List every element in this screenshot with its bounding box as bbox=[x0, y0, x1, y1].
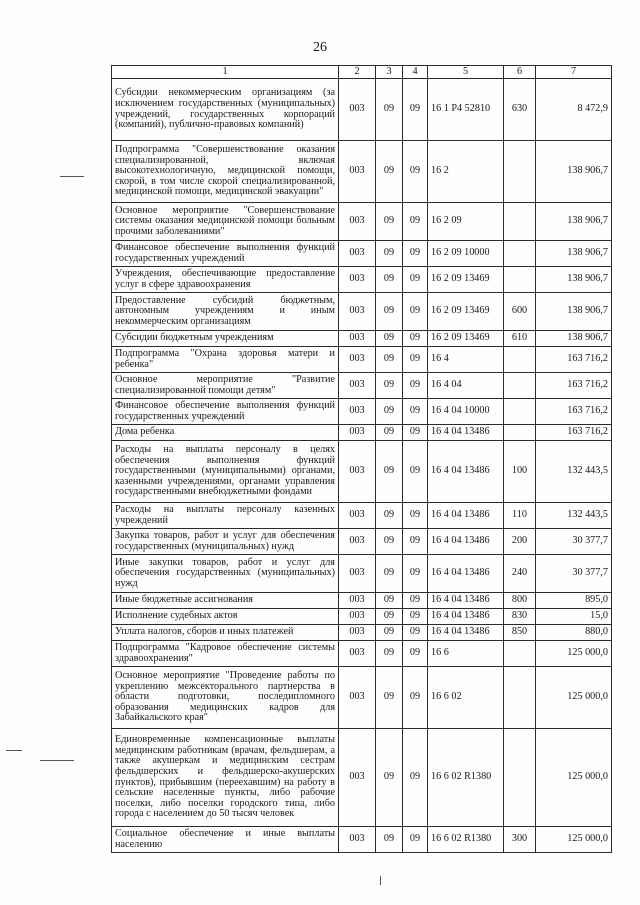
table-row bbox=[112, 593, 612, 609]
row-expense-type-code: 100 bbox=[504, 441, 536, 503]
row-amount: 895,0 bbox=[536, 593, 612, 609]
row-amount: 30 377,7 bbox=[536, 555, 612, 593]
row-ministry-code: 003 bbox=[339, 609, 376, 625]
row-amount: 125 000,0 bbox=[536, 641, 612, 667]
row-subsection-code: 09 bbox=[403, 79, 428, 141]
column-header: 2 bbox=[339, 66, 376, 79]
row-target-code: 16 2 09 10000 bbox=[428, 241, 504, 267]
row-ministry-code: 003 bbox=[339, 241, 376, 267]
row-target-code: 16 1 Р4 52810 bbox=[428, 79, 504, 141]
row-subsection-code: 09 bbox=[403, 625, 428, 641]
row-ministry-code: 003 bbox=[339, 79, 376, 141]
row-section-code: 09 bbox=[376, 399, 403, 425]
row-expense-type-code bbox=[504, 641, 536, 667]
row-section-code: 09 bbox=[376, 293, 403, 331]
row-ministry-code: 003 bbox=[339, 827, 376, 853]
table-row bbox=[112, 441, 612, 503]
row-amount: 125 000,0 bbox=[536, 729, 612, 827]
row-ministry-code: 003 bbox=[339, 373, 376, 399]
table-row bbox=[112, 425, 612, 441]
row-subsection-code: 09 bbox=[403, 203, 428, 241]
row-amount: 8 472,9 bbox=[536, 79, 612, 141]
table-row bbox=[112, 827, 612, 853]
row-target-code: 16 2 bbox=[428, 141, 504, 203]
row-section-code: 09 bbox=[376, 729, 403, 827]
row-subsection-code: 09 bbox=[403, 667, 428, 729]
row-section-code: 09 bbox=[376, 593, 403, 609]
row-target-code: 16 2 09 13469 bbox=[428, 331, 504, 347]
row-ministry-code: 003 bbox=[339, 555, 376, 593]
row-description: Субсидии некоммерческим организациям (за исключением государственных (муниципальных) учреждений, государственных корпораций (компаний), публично-правовых компаний) bbox=[112, 79, 339, 141]
row-description: Предоставление субсидий бюджетным, автономным учреждениям и иным некоммерческим организациям bbox=[112, 293, 339, 331]
row-amount: 132 443,5 bbox=[536, 441, 612, 503]
table-row bbox=[112, 641, 612, 667]
row-amount: 125 000,0 bbox=[536, 667, 612, 729]
row-subsection-code: 09 bbox=[403, 529, 428, 555]
row-expense-type-code: 200 bbox=[504, 529, 536, 555]
row-description: Исполнение судебных актов bbox=[112, 609, 339, 625]
row-section-code: 09 bbox=[376, 641, 403, 667]
row-expense-type-code: 300 bbox=[504, 827, 536, 853]
row-description: Дома ребенка bbox=[112, 425, 339, 441]
row-section-code: 09 bbox=[376, 425, 403, 441]
row-description: Учреждения, обеспечивающие предоставление услуг в сфере здравоохранения bbox=[112, 267, 339, 293]
row-ministry-code: 003 bbox=[339, 593, 376, 609]
row-amount: 163 716,2 bbox=[536, 347, 612, 373]
row-target-code: 16 6 02 R1380 bbox=[428, 729, 504, 827]
row-subsection-code: 09 bbox=[403, 441, 428, 503]
row-ministry-code: 003 bbox=[339, 267, 376, 293]
row-description: Закупка товаров, работ и услуг для обеспечения государственных (муниципальных) нужд bbox=[112, 529, 339, 555]
row-expense-type-code: 830 bbox=[504, 609, 536, 625]
row-section-code: 09 bbox=[376, 203, 403, 241]
row-expense-type-code bbox=[504, 729, 536, 827]
row-section-code: 09 bbox=[376, 529, 403, 555]
row-description: Подпрограмма "Совершенствование оказания специализированной, включая высокотехнологичную, медицинской помощи, скорой, в том числе скорой специализированной, медицинской помощи, медицинской эвакуации" bbox=[112, 141, 339, 203]
row-target-code: 16 4 04 13486 bbox=[428, 425, 504, 441]
row-section-code: 09 bbox=[376, 267, 403, 293]
row-expense-type-code bbox=[504, 241, 536, 267]
row-expense-type-code: 850 bbox=[504, 625, 536, 641]
row-subsection-code: 09 bbox=[403, 503, 428, 529]
row-amount: 30 377,7 bbox=[536, 529, 612, 555]
table-row bbox=[112, 203, 612, 241]
table-row bbox=[112, 347, 612, 373]
table-row bbox=[112, 293, 612, 331]
row-amount: 138 906,7 bbox=[536, 241, 612, 267]
row-amount: 163 716,2 bbox=[536, 373, 612, 399]
row-description: Социальное обеспечение и иные выплаты населению bbox=[112, 827, 339, 853]
row-subsection-code: 09 bbox=[403, 555, 428, 593]
row-amount: 138 906,7 bbox=[536, 267, 612, 293]
row-amount: 138 906,7 bbox=[536, 293, 612, 331]
table-row bbox=[112, 331, 612, 347]
row-description: Основное мероприятие "Развитие специализированной помощи детям" bbox=[112, 373, 339, 399]
row-amount: 163 716,2 bbox=[536, 399, 612, 425]
row-amount: 138 906,7 bbox=[536, 141, 612, 203]
row-description: Уплата налогов, сборов и иных платежей bbox=[112, 625, 339, 641]
column-header: 7 bbox=[536, 66, 612, 79]
table-row bbox=[112, 555, 612, 593]
row-ministry-code: 003 bbox=[339, 331, 376, 347]
row-target-code: 16 6 bbox=[428, 641, 504, 667]
row-description: Расходы на выплаты персоналу в целях обеспечения выполнения функций государственными (муниципальными) органами, казенными учреждениями, органами управления государственными внебюджетными фондами bbox=[112, 441, 339, 503]
table-row bbox=[112, 529, 612, 555]
row-ministry-code: 003 bbox=[339, 141, 376, 203]
row-section-code: 09 bbox=[376, 141, 403, 203]
row-subsection-code: 09 bbox=[403, 293, 428, 331]
row-expense-type-code bbox=[504, 667, 536, 729]
row-description: Финансовое обеспечение выполнения функций государственных учреждений bbox=[112, 399, 339, 425]
column-header: 6 bbox=[504, 66, 536, 79]
budget-table bbox=[111, 65, 612, 853]
row-ministry-code: 003 bbox=[339, 347, 376, 373]
table-row bbox=[112, 667, 612, 729]
row-target-code: 16 4 04 13486 bbox=[428, 441, 504, 503]
row-target-code: 16 4 04 bbox=[428, 373, 504, 399]
row-amount: 15,0 bbox=[536, 609, 612, 625]
row-target-code: 16 4 04 13486 bbox=[428, 529, 504, 555]
row-target-code: 16 2 09 13469 bbox=[428, 293, 504, 331]
row-amount: 138 906,7 bbox=[536, 203, 612, 241]
scan-mark bbox=[380, 876, 381, 885]
row-description: Подпрограмма "Охрана здоровья матери и ребенка" bbox=[112, 347, 339, 373]
row-ministry-code: 003 bbox=[339, 729, 376, 827]
row-expense-type-code bbox=[504, 141, 536, 203]
row-description: Единовременные компенсационные выплаты медицинским работникам (врачам, фельдшерам, а также акушеркам и медицинским сестрам фельдшерских и фельдшерско-акушерских пунктов), прибывшим (переехавшим) на работу в сельские населенные пункты, либо рабочие поселки, либо поселки городского типа, либо города с населением до 50 тысяч человек bbox=[112, 729, 339, 827]
row-amount: 138 906,7 bbox=[536, 331, 612, 347]
scan-mark bbox=[60, 176, 84, 177]
row-target-code: 16 4 04 13486 bbox=[428, 555, 504, 593]
row-expense-type-code: 630 bbox=[504, 79, 536, 141]
row-section-code: 09 bbox=[376, 79, 403, 141]
row-section-code: 09 bbox=[376, 331, 403, 347]
row-description: Финансовое обеспечение выполнения функций государственных учреждений bbox=[112, 241, 339, 267]
row-section-code: 09 bbox=[376, 373, 403, 399]
row-subsection-code: 09 bbox=[403, 827, 428, 853]
row-target-code: 16 6 02 bbox=[428, 667, 504, 729]
row-subsection-code: 09 bbox=[403, 641, 428, 667]
row-target-code: 16 4 04 13486 bbox=[428, 625, 504, 641]
table-row bbox=[112, 373, 612, 399]
table-row bbox=[112, 729, 612, 827]
column-header: 3 bbox=[376, 66, 403, 79]
row-expense-type-code bbox=[504, 267, 536, 293]
table-header-row bbox=[112, 66, 612, 79]
row-description: Основное мероприятие "Проведение работы по укреплению межсекторального партнерства в области подготовки, последипломного образования медицинских кадров для Забайкальского края" bbox=[112, 667, 339, 729]
scan-mark bbox=[6, 750, 22, 751]
row-ministry-code: 003 bbox=[339, 425, 376, 441]
row-ministry-code: 003 bbox=[339, 293, 376, 331]
row-section-code: 09 bbox=[376, 441, 403, 503]
row-description: Подпрограмма "Кадровое обеспечение системы здравоохранения" bbox=[112, 641, 339, 667]
row-expense-type-code bbox=[504, 399, 536, 425]
row-subsection-code: 09 bbox=[403, 593, 428, 609]
row-description: Субсидии бюджетным учреждениям bbox=[112, 331, 339, 347]
row-ministry-code: 003 bbox=[339, 667, 376, 729]
table-row bbox=[112, 241, 612, 267]
row-section-code: 09 bbox=[376, 503, 403, 529]
row-description: Иные бюджетные ассигнования bbox=[112, 593, 339, 609]
row-subsection-code: 09 bbox=[403, 609, 428, 625]
row-target-code: 16 4 04 13486 bbox=[428, 593, 504, 609]
row-ministry-code: 003 bbox=[339, 203, 376, 241]
row-subsection-code: 09 bbox=[403, 141, 428, 203]
row-expense-type-code: 240 bbox=[504, 555, 536, 593]
row-subsection-code: 09 bbox=[403, 425, 428, 441]
table-row bbox=[112, 399, 612, 425]
row-ministry-code: 003 bbox=[339, 529, 376, 555]
column-header: 1 bbox=[112, 66, 339, 79]
row-expense-type-code bbox=[504, 347, 536, 373]
row-expense-type-code: 610 bbox=[504, 331, 536, 347]
scan-mark bbox=[40, 760, 74, 761]
row-subsection-code: 09 bbox=[403, 399, 428, 425]
row-amount: 880,0 bbox=[536, 625, 612, 641]
row-amount: 132 443,5 bbox=[536, 503, 612, 529]
row-ministry-code: 003 bbox=[339, 441, 376, 503]
row-target-code: 16 2 09 bbox=[428, 203, 504, 241]
row-amount: 125 000,0 bbox=[536, 827, 612, 853]
row-subsection-code: 09 bbox=[403, 729, 428, 827]
row-target-code: 16 2 09 13469 bbox=[428, 267, 504, 293]
row-section-code: 09 bbox=[376, 347, 403, 373]
column-header: 5 bbox=[428, 66, 504, 79]
row-ministry-code: 003 bbox=[339, 641, 376, 667]
row-section-code: 09 bbox=[376, 625, 403, 641]
row-amount: 163 716,2 bbox=[536, 425, 612, 441]
table-row bbox=[112, 503, 612, 529]
row-ministry-code: 003 bbox=[339, 625, 376, 641]
row-target-code: 16 4 bbox=[428, 347, 504, 373]
row-subsection-code: 09 bbox=[403, 267, 428, 293]
row-description: Основное мероприятие "Совершенствование системы оказания медицинской помощи больным прочими заболеваниями" bbox=[112, 203, 339, 241]
row-expense-type-code: 600 bbox=[504, 293, 536, 331]
row-target-code: 16 4 04 13486 bbox=[428, 609, 504, 625]
row-section-code: 09 bbox=[376, 555, 403, 593]
row-subsection-code: 09 bbox=[403, 373, 428, 399]
page-number: 26 bbox=[313, 40, 327, 55]
row-section-code: 09 bbox=[376, 827, 403, 853]
row-description: Расходы на выплаты персоналу казенных учреждений bbox=[112, 503, 339, 529]
table-row bbox=[112, 609, 612, 625]
row-subsection-code: 09 bbox=[403, 331, 428, 347]
row-target-code: 16 6 02 R1380 bbox=[428, 827, 504, 853]
row-section-code: 09 bbox=[376, 241, 403, 267]
row-expense-type-code: 110 bbox=[504, 503, 536, 529]
table-row bbox=[112, 141, 612, 203]
row-expense-type-code bbox=[504, 203, 536, 241]
row-expense-type-code bbox=[504, 373, 536, 399]
row-ministry-code: 003 bbox=[339, 399, 376, 425]
row-section-code: 09 bbox=[376, 667, 403, 729]
column-header: 4 bbox=[403, 66, 428, 79]
row-subsection-code: 09 bbox=[403, 241, 428, 267]
row-expense-type-code: 800 bbox=[504, 593, 536, 609]
row-description: Иные закупки товаров, работ и услуг для обеспечения государственных (муниципальных) нужд bbox=[112, 555, 339, 593]
table-row bbox=[112, 79, 612, 141]
row-section-code: 09 bbox=[376, 609, 403, 625]
row-subsection-code: 09 bbox=[403, 347, 428, 373]
table-row bbox=[112, 267, 612, 293]
table-row bbox=[112, 625, 612, 641]
row-expense-type-code bbox=[504, 425, 536, 441]
row-target-code: 16 4 04 10000 bbox=[428, 399, 504, 425]
row-ministry-code: 003 bbox=[339, 503, 376, 529]
row-target-code: 16 4 04 13486 bbox=[428, 503, 504, 529]
